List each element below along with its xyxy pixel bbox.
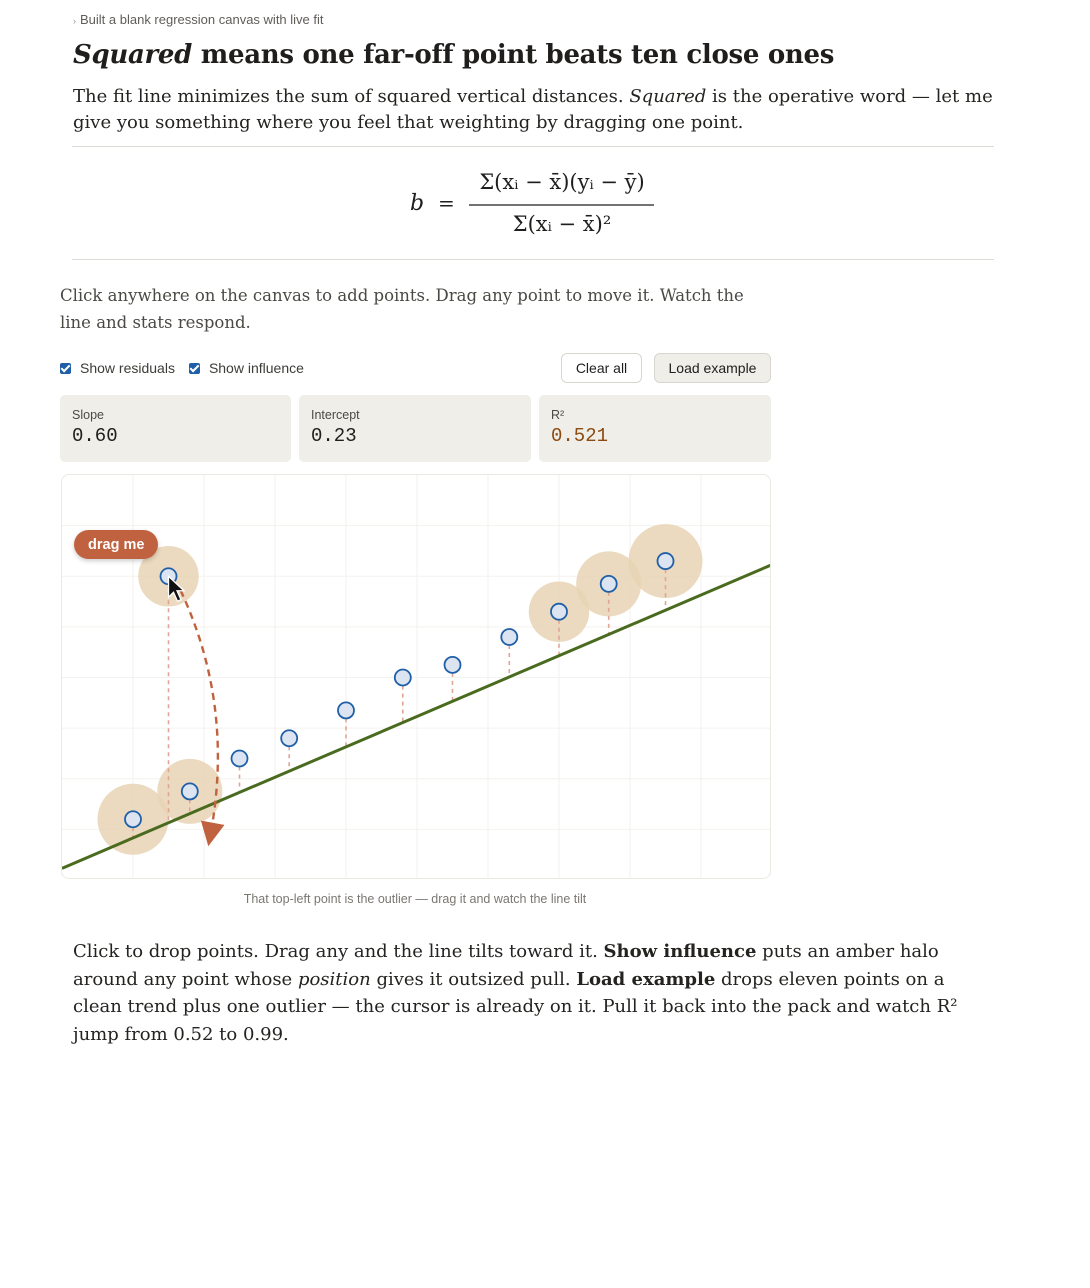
toggle-group — [60, 358, 318, 378]
slope-formula — [72, 147, 994, 259]
data-point[interactable] — [395, 670, 411, 686]
regression-plot[interactable] — [62, 475, 771, 879]
regression-canvas[interactable] — [61, 474, 771, 879]
outro-bold-1: Show influence — [603, 941, 757, 962]
show-residuals-checkbox[interactable] — [60, 363, 71, 374]
r2-label: R² — [551, 408, 565, 422]
page-title-rest: means one far-off point beats ten close ones — [192, 40, 835, 70]
data-point[interactable] — [501, 629, 517, 645]
data-point[interactable] — [338, 702, 354, 718]
show-residuals-toggle[interactable] — [60, 360, 175, 376]
data-point[interactable] — [232, 751, 248, 767]
data-point[interactable] — [658, 553, 674, 569]
show-influence-checkbox[interactable] — [189, 363, 200, 374]
slope-label: Slope — [72, 408, 104, 422]
drag-me-badge: drag me — [74, 530, 158, 559]
data-point[interactable] — [182, 783, 198, 799]
intro-emphasis: Squared — [629, 86, 707, 107]
show-influence-label: Show influence — [208, 360, 304, 376]
outro-text-2: puts an amber halo around any point whose — [73, 941, 939, 990]
formula-numerator: Σ(xᵢ − x̄)(yᵢ − ȳ) — [479, 170, 645, 194]
formula-equals: = — [438, 191, 455, 215]
data-point[interactable] — [601, 576, 617, 592]
outro-paragraph — [73, 938, 995, 1048]
canvas-caption: That top-left point is the outlier — drag it and watch the line tilt — [243, 892, 587, 906]
data-point[interactable] — [551, 604, 567, 620]
page-title — [73, 40, 834, 70]
data-point[interactable] — [125, 811, 141, 827]
outro-bold-2: Load example — [576, 968, 716, 990]
show-influence-toggle[interactable] — [189, 360, 304, 376]
formula-block — [72, 146, 994, 260]
intro-text-2: is the operative word — let me give you something where you feel that weighting by dragging one point. — [73, 86, 993, 133]
intro-text-1: The fit line minimizes the sum of squared vertical distances. — [73, 86, 630, 107]
intercept-card — [299, 395, 531, 462]
data-point[interactable] — [445, 657, 461, 673]
data-point[interactable] — [281, 730, 297, 746]
slope-card — [60, 395, 291, 462]
slope-value: 0.60 — [72, 425, 118, 447]
outro-text-4: drops eleven points on a clean trend plus one outlier — the cursor is already on it. Pull it back into the pack and watch R² jump from 0.52 to 0.99. — [73, 968, 958, 1045]
outro-emphasis: position — [297, 968, 371, 990]
breadcrumb-text: Built a blank regression canvas with live fit — [80, 12, 324, 27]
chevron-right-icon: › — [73, 16, 76, 26]
page-title-emphasis: Squared — [73, 40, 193, 70]
breadcrumb — [73, 12, 324, 27]
canvas-instructions: Click anywhere on the canvas to add points. Drag any point to move it. Watch the line and stats respond. — [60, 286, 744, 332]
clear-all-button[interactable]: Clear all — [561, 353, 642, 383]
formula-denominator: Σ(xᵢ − x̄)² — [512, 212, 612, 236]
intercept-label: Intercept — [311, 408, 360, 422]
r2-value: 0.521 — [551, 425, 609, 447]
r2-card — [539, 395, 771, 462]
outro-text-1: Click to drop points. Drag any and the line tilts toward it. — [73, 941, 604, 962]
intro-paragraph — [73, 84, 993, 136]
formula-lhs: b — [410, 191, 425, 216]
intercept-value: 0.23 — [311, 425, 357, 447]
outro-text-3: gives it outsized pull. — [370, 968, 577, 990]
show-residuals-label: Show residuals — [80, 360, 175, 376]
load-example-button[interactable]: Load example — [654, 353, 771, 383]
